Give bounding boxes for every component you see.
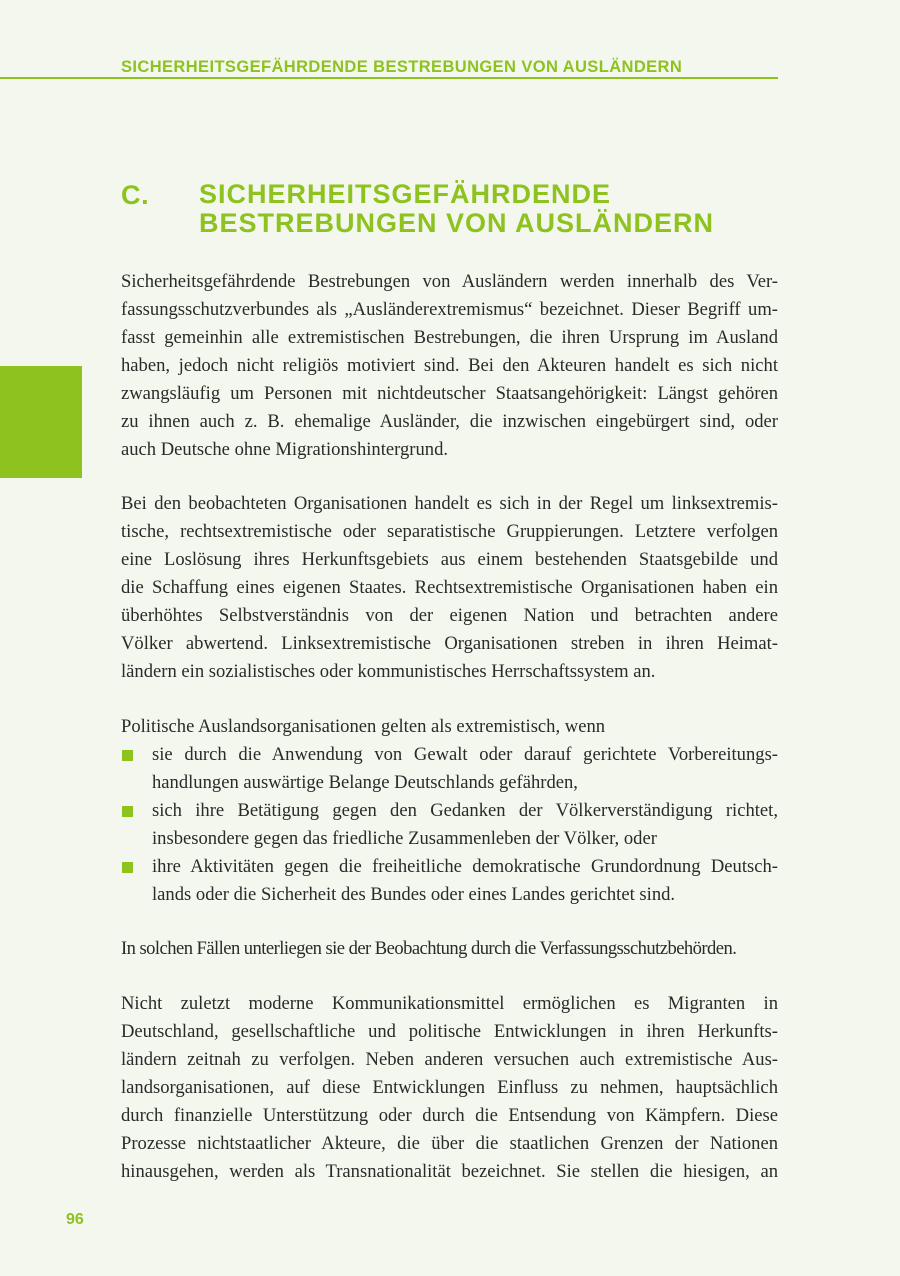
text-line: Bei den beobachteten Organisationen handelt es sich in der Regel um linksextremis- — [121, 493, 778, 514]
paragraph-conclusion — [121, 935, 778, 963]
text-line: überhöhtes Selbstverständnis von der eigenen Nation und betrachten andere — [121, 605, 778, 626]
text-line: lands oder die Sicherheit des Bundes oder eines Landes gerichtet sind. — [152, 884, 676, 905]
text-line: auch Deutsche ohne Migrationshintergrund. — [121, 439, 449, 460]
text-line: insbesondere gegen das friedliche Zusammenleben der Völker, oder — [152, 828, 657, 849]
bullet-square-icon — [122, 862, 133, 873]
text-line: eine Loslösung ihres Herkunftsgebiets aus einem bestehenden Staatsgebilde und — [121, 549, 778, 570]
chapter-number: C. — [121, 180, 150, 210]
list-item — [121, 853, 778, 909]
text-line: die Schaffung eines eigenen Staates. Rechtsextremistische Organisationen haben ein — [121, 577, 778, 598]
list-item — [121, 741, 778, 797]
paragraph-transnationalitaet — [121, 990, 778, 1186]
chapter-title-line: BESTREBUNGEN VON AUSLÄNDERN — [199, 208, 715, 238]
text-line: landsorganisationen, auf diese Entwicklungen Einfluss zu nehmen, hauptsächlich — [121, 1077, 778, 1098]
text-line: zu ihnen auch z. B. ehemalige Ausländer, die inzwischen eingebürgert sind, oder — [121, 411, 778, 432]
text-line: zwangsläufig um Personen mit nichtdeutscher Staatsangehörigkeit: Längst gehören — [121, 383, 778, 404]
text-line: handlungen auswärtige Belange Deutschlands gefährden, — [152, 772, 578, 793]
chapter-side-tab — [0, 366, 82, 478]
running-header: SICHERHEITSGEFÄHRDENDE BESTREBUNGEN VON AUSLÄNDERN — [121, 58, 683, 76]
text-line: ihre Aktivitäten gegen die freiheitliche demokratische Grundordnung Deutsch- — [152, 856, 778, 877]
bullet-square-icon — [122, 750, 133, 761]
text-line: Sicherheitsgefährdende Bestrebungen von Ausländern werden innerhalb des Ver- — [121, 271, 778, 292]
list-item — [121, 797, 778, 853]
chapter-title-line: SICHERHEITSGEFÄHRDENDE — [199, 179, 612, 209]
paragraph-bullet-intro — [121, 713, 778, 741]
text-line: Politische Auslandsorganisationen gelten als extremistisch, wenn — [121, 716, 606, 737]
text-line: fasst gemeinhin alle extremistischen Bestrebungen, die ihren Ursprung im Ausland — [121, 327, 778, 348]
text-line: ländern zeitnah zu verfolgen. Neben anderen versuchen auch extremistische Aus- — [121, 1049, 778, 1070]
chapter-title — [199, 180, 714, 238]
text-line: Völker abwertend. Linksextremistische Organisationen streben in ihren Heimat- — [121, 633, 778, 654]
text-line: sie durch die Anwendung von Gewalt oder darauf gerichtete Vorbereitungs- — [152, 744, 778, 765]
bullet-square-icon — [122, 806, 133, 817]
page-number: 96 — [66, 1211, 84, 1228]
text-line: tische, rechtsextremistische oder separatistische Gruppierungen. Letztere verfolgen — [121, 521, 778, 542]
text-line: Deutschland, gesellschaftliche und politische Entwicklungen in ihren Herkunfts- — [121, 1021, 778, 1042]
text-line: ländern ein sozialistisches oder kommunistisches Herrschaftssystem an. — [121, 661, 656, 682]
text-line: sich ihre Betätigung gegen den Gedanken der Völkerverständigung richtet, — [152, 800, 778, 821]
text-line: durch finanzielle Unterstützung oder durch die Entsendung von Kämpfern. Diese — [121, 1105, 778, 1126]
text-line: haben, jedoch nicht religiös motiviert sind. Bei den Akteuren handelt es sich nicht — [121, 355, 778, 376]
paragraph-organisationen — [121, 490, 778, 686]
text-line: Prozesse nichtstaatlicher Akteure, die über die staatlichen Grenzen der Nationen — [121, 1133, 778, 1154]
criteria-list — [121, 741, 778, 909]
paragraph-auslaenderextremismus — [121, 268, 778, 464]
text-line: fassungsschutzverbundes als „Ausländerextremismus“ bezeichnet. Dieser Begriff um- — [121, 299, 778, 320]
text-line: In solchen Fällen unterliegen sie der Beobachtung durch die Verfassungsschutzbehörden. — [121, 938, 737, 959]
header-rule — [0, 77, 778, 79]
text-line: hinausgehen, werden als Transnationalität bezeichnet. Sie stellen die hiesigen, an — [121, 1161, 778, 1182]
text-line: Nicht zuletzt moderne Kommunikationsmittel ermöglichen es Migranten in — [121, 993, 778, 1014]
